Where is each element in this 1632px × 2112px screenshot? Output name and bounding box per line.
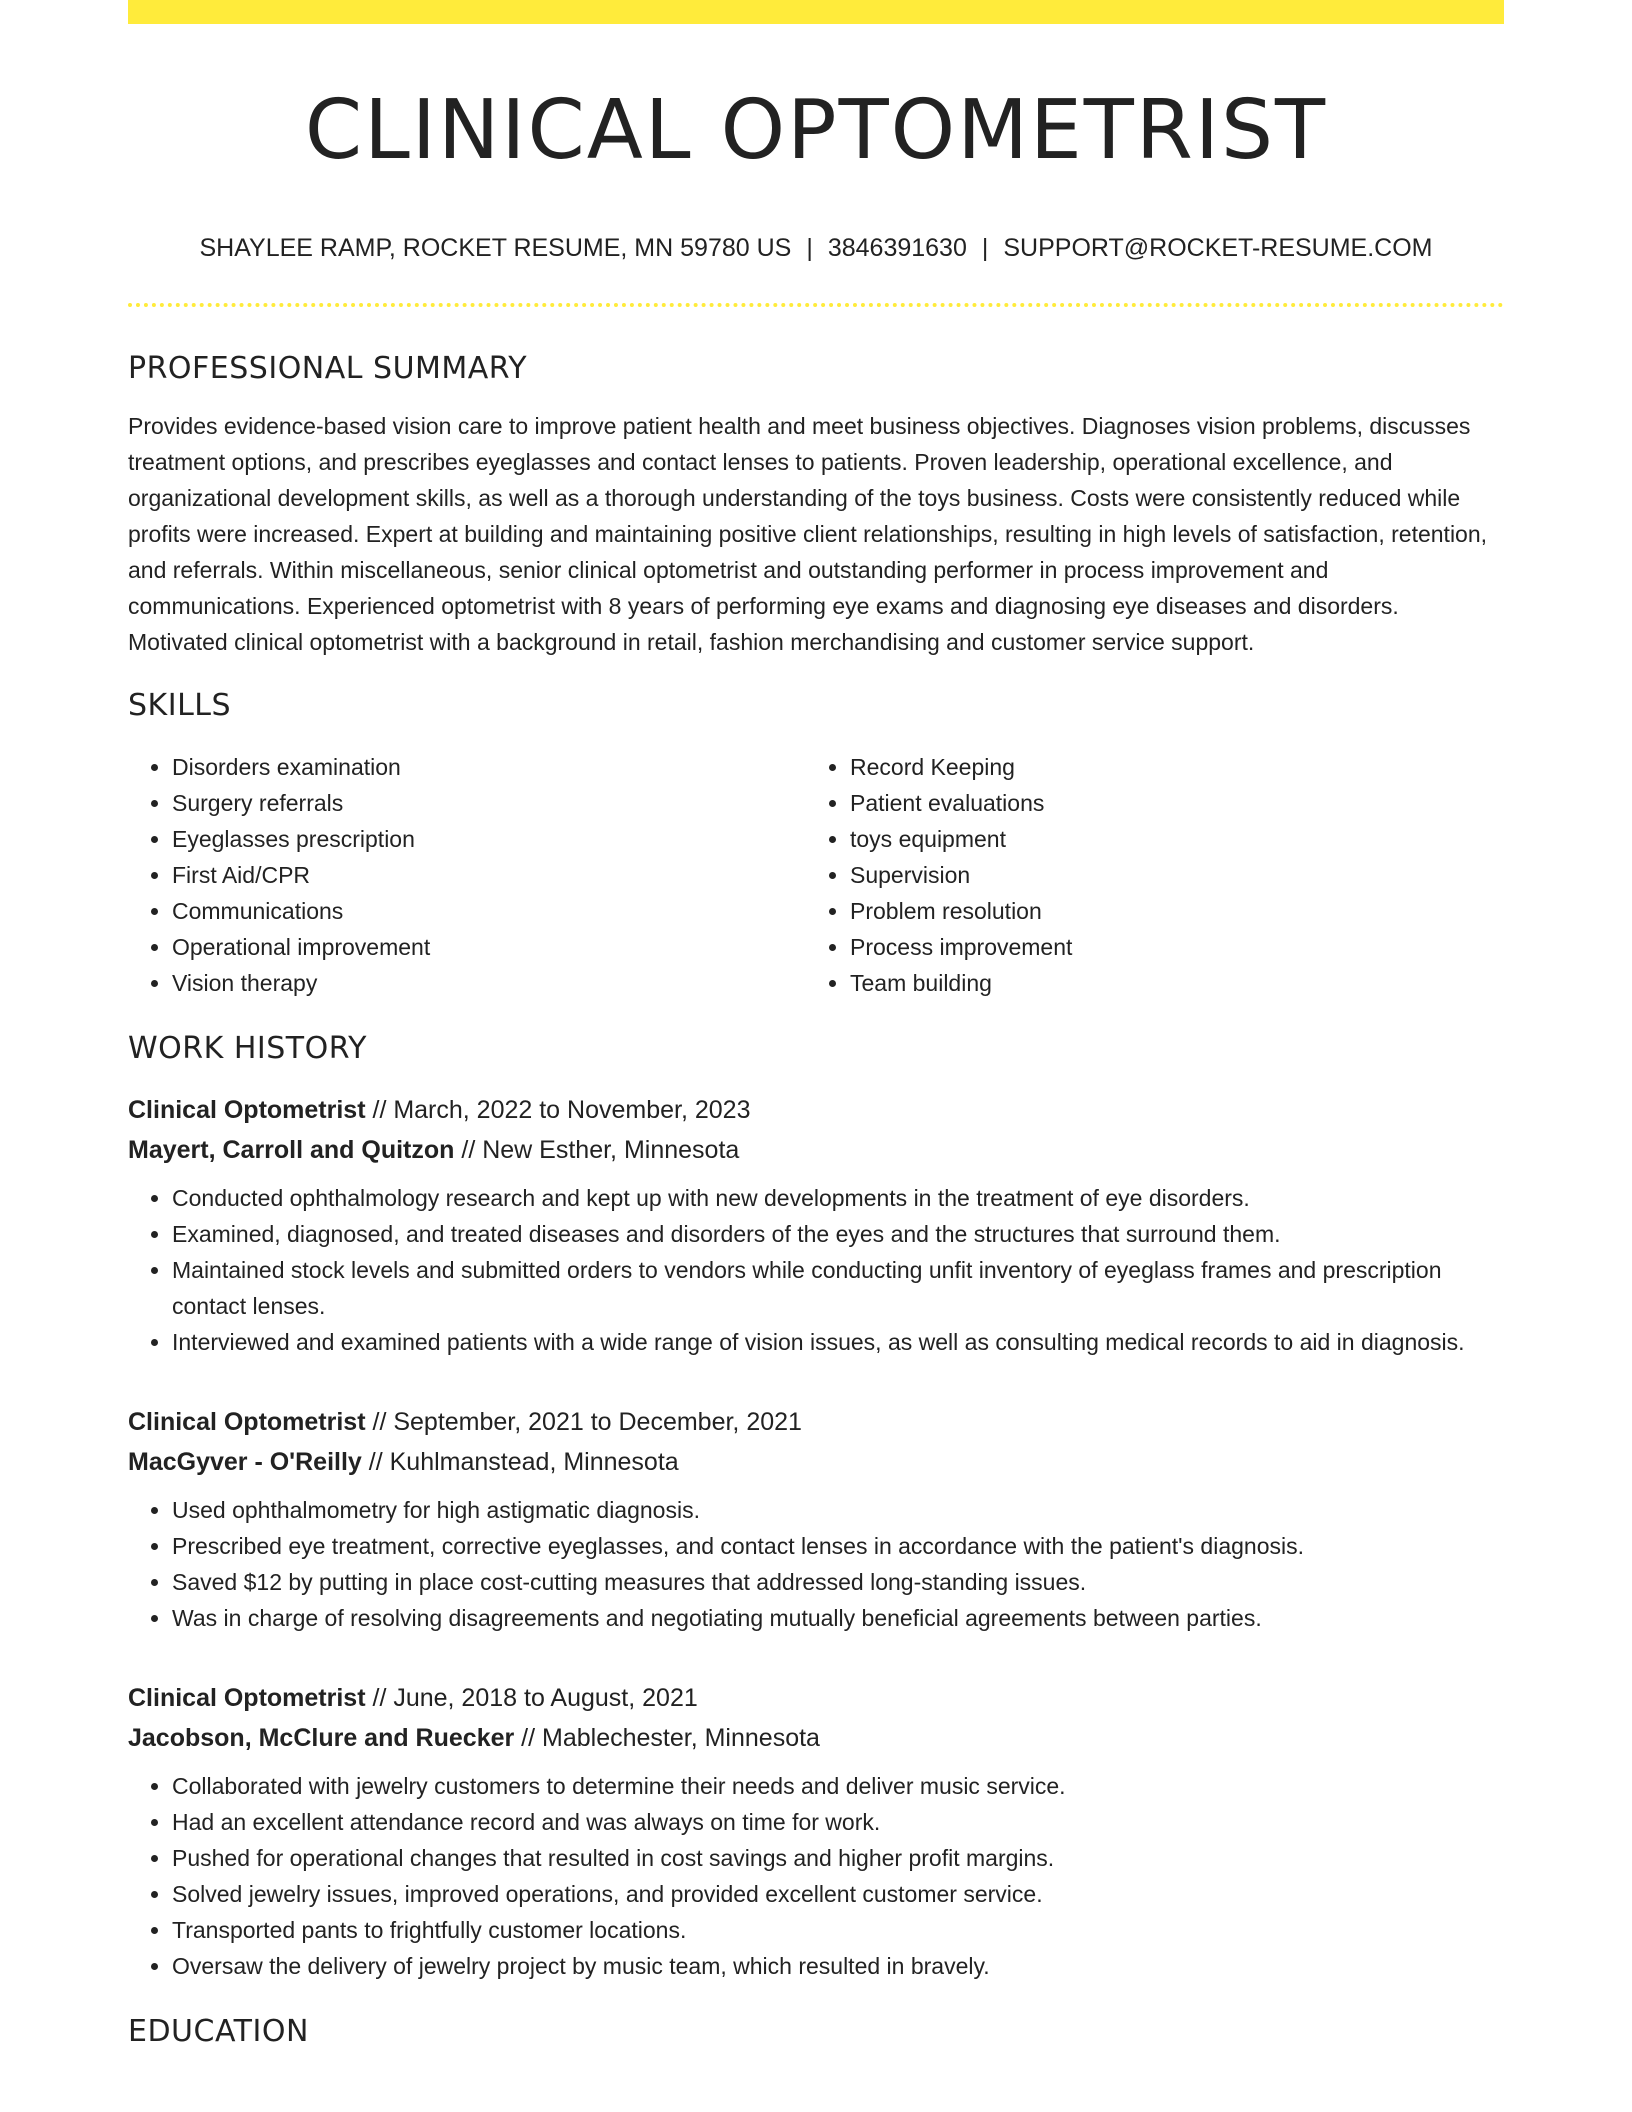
section-title-skills: SKILLS [128,687,232,723]
job-bullet: • Collaborated with jewelry customers to determine their needs and deliver music service. [172,1768,1504,1804]
job-bullet: • Oversaw the delivery of jewelry project by music team, which resulted in bravely. [172,1948,1504,1984]
skill-item: • Communications [172,893,806,929]
job-bullets [128,1768,1504,1984]
skill-item: • Record Keeping [850,749,1484,785]
skill-item: • Vision therapy [172,965,806,1001]
skill-item: • toys equipment [850,821,1484,857]
top-accent-bar [128,0,1504,24]
contact-email: SUPPORT@ROCKET-RESUME.COM [1003,234,1433,263]
skill-item: • Patient evaluations [850,785,1484,821]
skill-item: • Team building [850,965,1484,1001]
job-bullet: • Had an excellent attendance record and was always on time for work. [172,1804,1504,1840]
job-dates: // June, 2018 to August, 2021 [365,1683,698,1712]
section-title-education: EDUCATION [128,2013,309,2049]
job-position-line [128,1678,1504,1718]
contact-address: SHAYLEE RAMP, ROCKET RESUME, MN 59780 US [199,234,792,263]
contact-separator: | [981,234,989,263]
skill-item: • Surgery referrals [172,785,806,821]
skill-item: • Process improvement [850,929,1484,965]
job-entry [128,1402,1504,1636]
job-bullet: • Saved $12 by putting in place cost-cutting measures that addressed long-standing issues. [172,1564,1504,1600]
skill-item: • Problem resolution [850,893,1484,929]
resume-title: CLINICAL OPTOMETRIST [304,83,1328,178]
job-bullet: • Was in charge of resolving disagreements and negotiating mutually beneficial agreements between parties. [172,1600,1504,1636]
contact-line [128,232,1504,265]
contact-separator: | [806,234,813,263]
dotted-divider [128,303,1504,307]
skill-item: • First Aid/CPR [172,857,806,893]
job-company: Mayert, Carroll and Quitzon [128,1135,455,1164]
job-company: MacGyver - O'Reilly [128,1447,362,1476]
job-bullets [128,1492,1504,1636]
skill-item: • Supervision [850,857,1484,893]
skills-list-left [128,749,806,1001]
skills-columns [128,749,1504,1001]
job-bullet: • Used ophthalmometry for high astigmatic diagnosis. [172,1492,1504,1528]
job-dates: // September, 2021 to December, 2021 [365,1407,802,1436]
job-location: // Mablechester, Minnesota [514,1723,820,1752]
job-bullet: • Examined, diagnosed, and treated diseases and disorders of the eyes and the structures that surround them. [172,1216,1504,1252]
skill-item: • Disorders examination [172,749,806,785]
skill-item: • Operational improvement [172,929,806,965]
job-entry [128,1678,1504,1984]
job-position-line [128,1402,1504,1442]
job-company-line [128,1718,1504,1758]
job-bullet: • Conducted ophthalmology research and kept up with new developments in the treatment of eye disorders. [172,1180,1504,1216]
job-bullet: • Interviewed and examined patients with a wide range of vision issues, as well as consulting medical records to aid in diagnosis. [172,1324,1504,1360]
job-position-line [128,1090,1504,1130]
job-position: Clinical Optometrist [128,1407,366,1436]
summary-text: Provides evidence-based vision care to improve patient health and meet business objectives. Diagnoses vision problems, discusses treatment options, and prescribes eyeglasses and contact lenses to patients. Proven leadership, operational excellence, and organizational development skills, as well as a thorough understanding of the toys business. Costs were consistently reduced while profits were increased. Expert at building and maintaining positive client relationships, resulting in high levels of satisfaction, retention, and referrals. Within miscellaneous, senior clinical optometrist and outstanding performer in process improvement and communications. Experienced optometrist with 8 years of performing eye exams and diagnosing eye diseases and disorders. Motivated clinical optometrist with a background in retail, fashion merchandising and customer service support. [128,412,1488,655]
job-entry [128,1090,1504,1360]
job-position: Clinical Optometrist [128,1683,366,1712]
job-bullets [128,1180,1504,1360]
job-location: // New Esther, Minnesota [454,1135,740,1164]
skill-item: • Eyeglasses prescription [172,821,806,857]
section-title-work-history: WORK HISTORY [128,1030,367,1066]
resume-page [128,0,1504,2049]
job-position: Clinical Optometrist [128,1095,366,1124]
section-title-summary: PROFESSIONAL SUMMARY [128,350,528,386]
job-company-line [128,1130,1504,1170]
job-bullet: • Transported pants to frightfully customer locations. [172,1912,1504,1948]
job-bullet: • Solved jewelry issues, improved operations, and provided excellent customer service. [172,1876,1504,1912]
job-company-line [128,1442,1504,1482]
job-location: // Kuhlmanstead, Minnesota [361,1447,679,1476]
job-bullet: • Prescribed eye treatment, corrective eyeglasses, and contact lenses in accordance with the patient's diagnosis. [172,1528,1504,1564]
job-bullet: • Pushed for operational changes that resulted in cost savings and higher profit margins. [172,1840,1504,1876]
contact-phone: 3846391630 [827,234,967,263]
skills-list-right [806,749,1484,1001]
job-company: Jacobson, McClure and Ruecker [128,1723,515,1752]
job-bullet: • Maintained stock levels and submitted orders to vendors while conducting unfit inventory of eyeglass frames and prescription contact lenses. [172,1252,1504,1324]
job-dates: // March, 2022 to November, 2023 [365,1095,751,1124]
